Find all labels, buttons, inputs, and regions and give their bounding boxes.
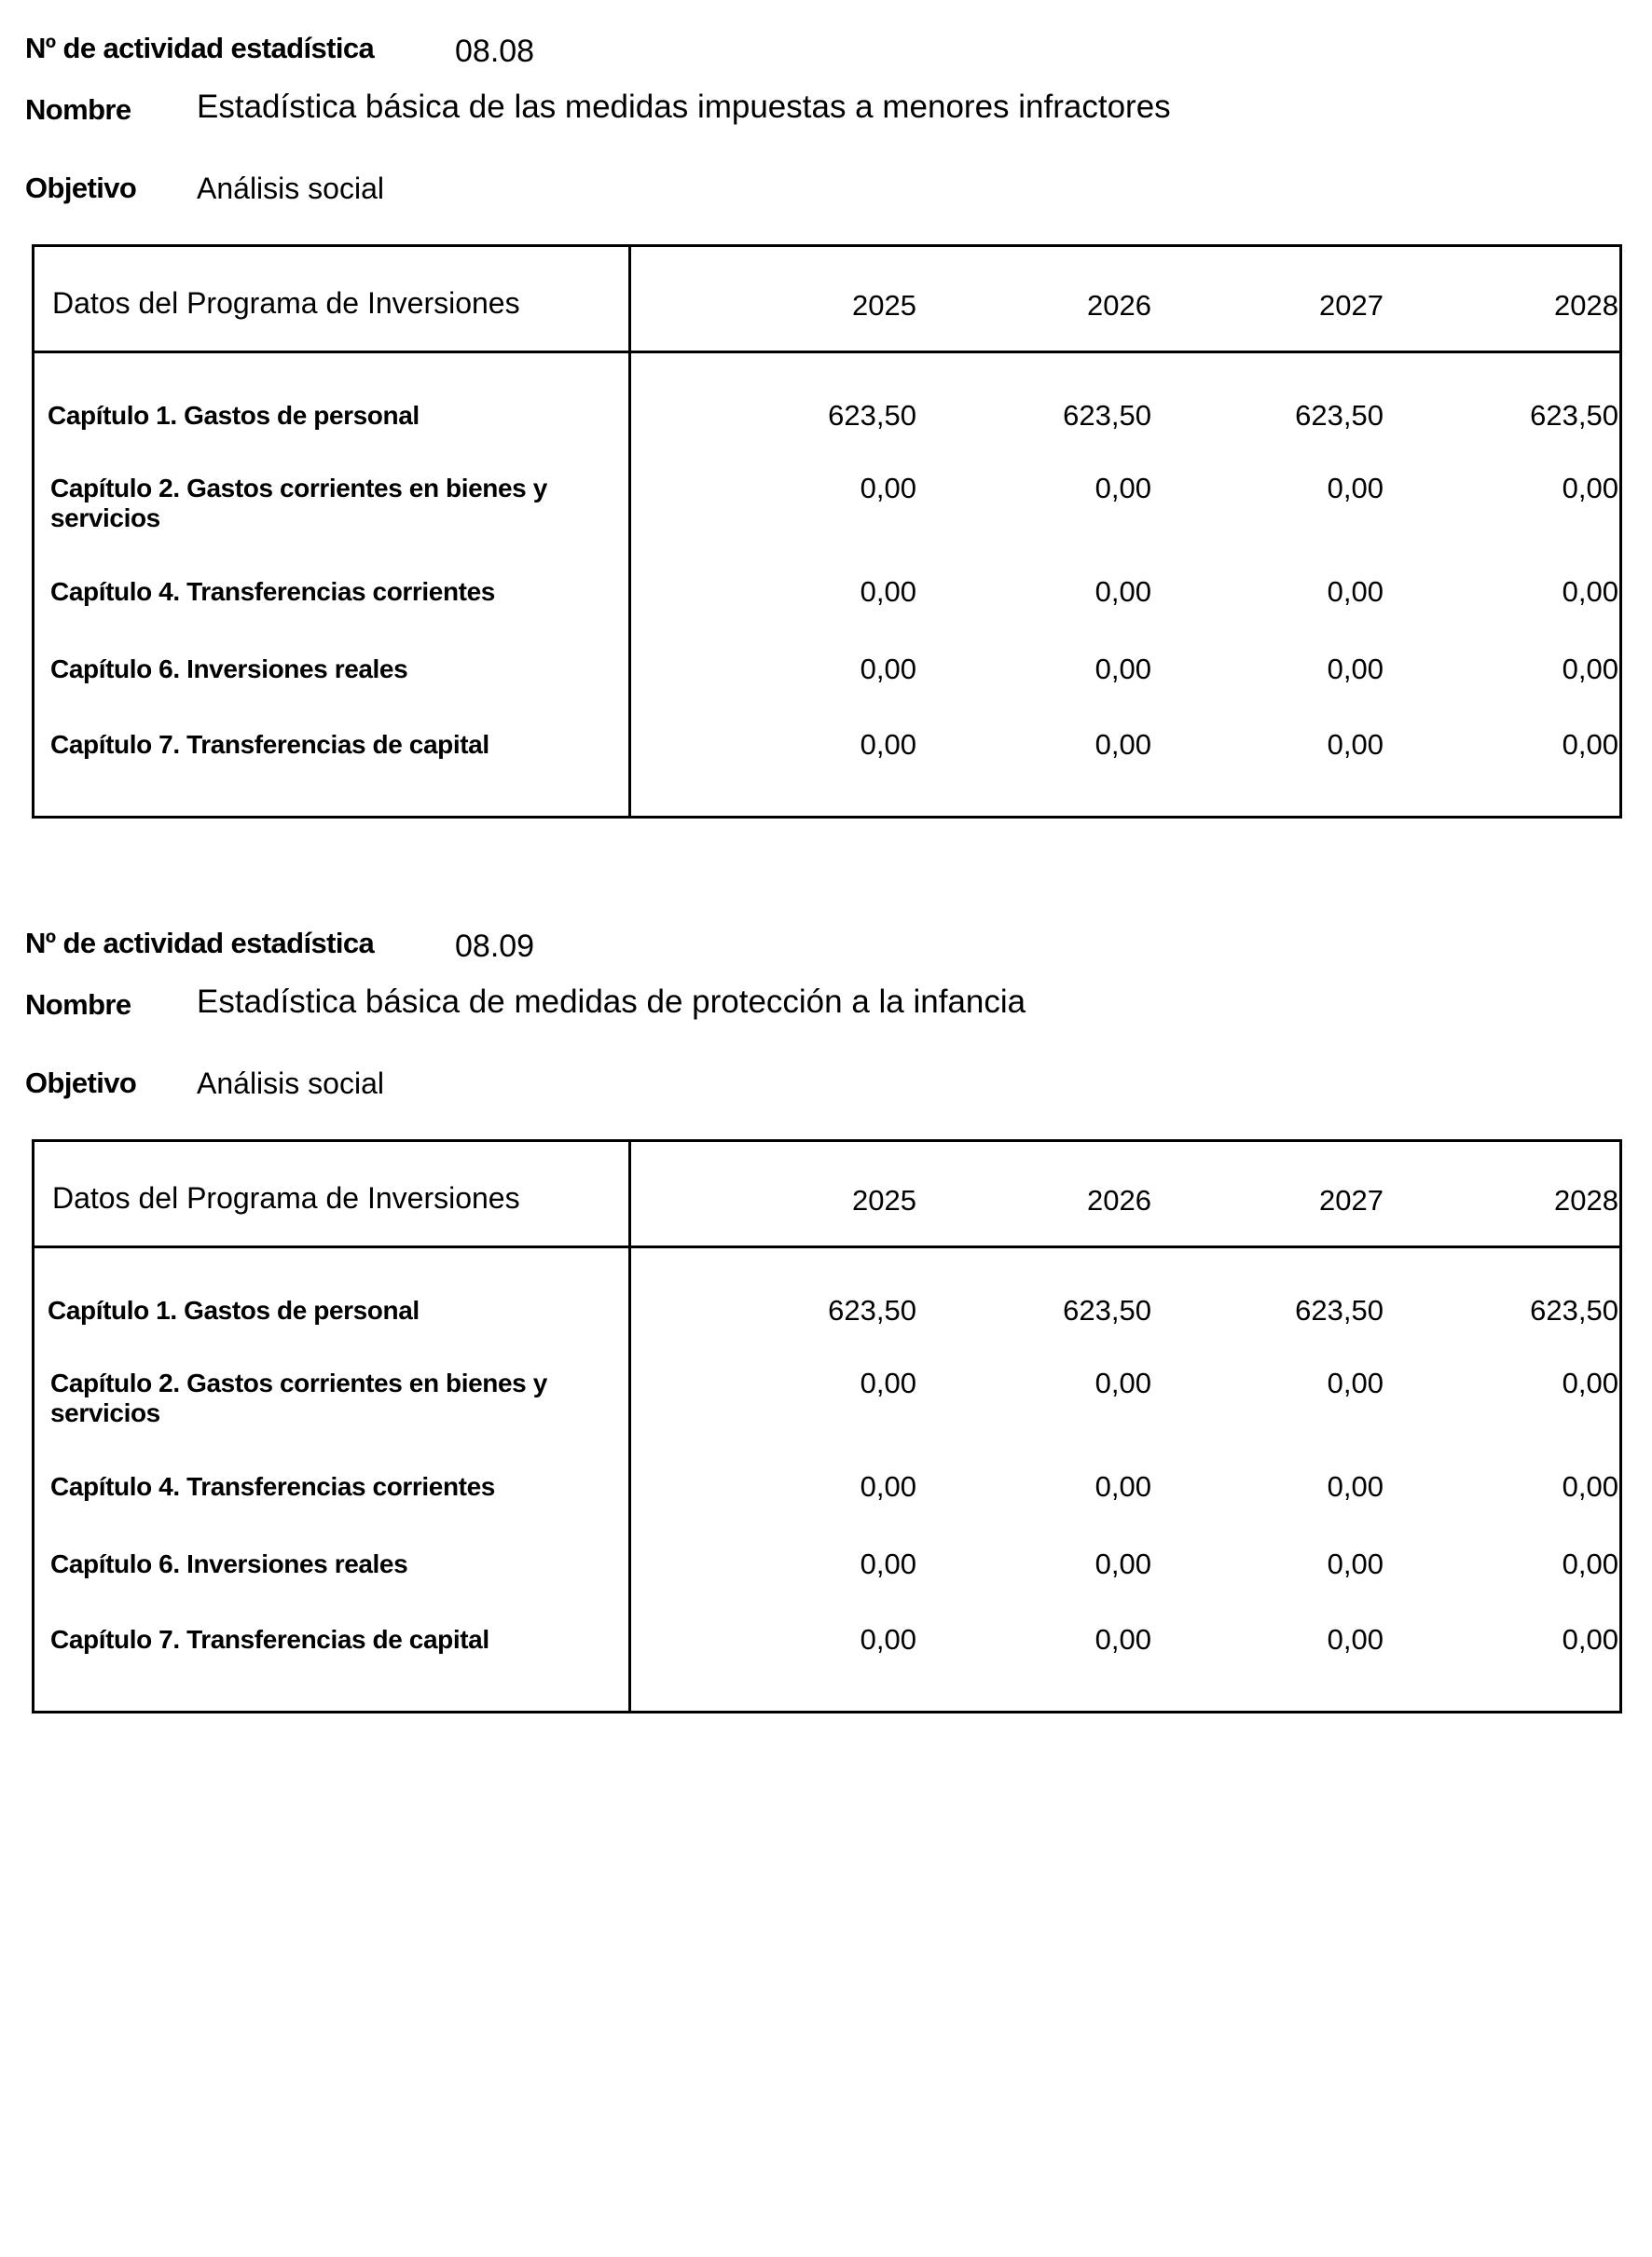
- row-label: Capítulo 2. Gastos corrientes en bienes y servicios: [50, 1369, 547, 1427]
- row-value: 0,00: [1094, 1470, 1151, 1503]
- row-value: 0,00: [1094, 1367, 1151, 1399]
- row-value: 0,00: [1562, 1367, 1618, 1399]
- row-value: 623,50: [828, 399, 916, 432]
- row-value: 0,00: [860, 728, 916, 761]
- row-value: 0,00: [860, 1367, 916, 1399]
- row-value: 0,00: [860, 472, 916, 504]
- row-value: 0,00: [860, 653, 916, 685]
- row-label: Capítulo 6. Inversiones reales: [50, 654, 408, 683]
- year-header: 2025: [852, 289, 916, 322]
- row-value: 0,00: [860, 1470, 916, 1503]
- investment-table: [32, 1139, 1622, 1713]
- row-label: Capítulo 4. Transferencias corrientes: [50, 577, 495, 606]
- name-value: Estadística básica de las medidas impuestas a menores infractores: [197, 89, 1171, 125]
- row-value: 0,00: [1327, 1470, 1384, 1503]
- row-value: 0,00: [1562, 653, 1618, 685]
- objective-value: Análisis social: [197, 1067, 384, 1100]
- year-header: 2027: [1319, 289, 1384, 322]
- row-value: 0,00: [1562, 575, 1618, 608]
- row-value: 0,00: [860, 575, 916, 608]
- row-value: 0,00: [1327, 653, 1384, 685]
- table-divider-vertical: [628, 1142, 631, 1711]
- row-value: 0,00: [860, 1623, 916, 1656]
- year-header: 2028: [1554, 1184, 1618, 1217]
- row-value: 0,00: [1327, 472, 1384, 504]
- row-label: Capítulo 1. Gastos de personal: [48, 1296, 420, 1325]
- row-label: Capítulo 6. Inversiones reales: [50, 1549, 408, 1578]
- table-divider-horizontal: [34, 351, 1619, 353]
- row-value: 0,00: [1094, 728, 1151, 761]
- investment-table: [32, 244, 1622, 819]
- name-value: Estadística básica de medidas de protección a la infancia: [197, 984, 1026, 1020]
- activity-number-value: 08.08: [455, 34, 535, 69]
- row-value: 0,00: [1327, 728, 1384, 761]
- row-value: 0,00: [1562, 472, 1618, 504]
- year-header: 2027: [1319, 1184, 1384, 1217]
- row-value: 0,00: [860, 1548, 916, 1580]
- row-value: 0,00: [1094, 575, 1151, 608]
- row-value: 623,50: [1530, 399, 1618, 432]
- row-value: 623,50: [1295, 1294, 1384, 1327]
- table-divider-horizontal: [34, 1245, 1619, 1248]
- year-header: 2026: [1087, 289, 1151, 322]
- row-value: 623,50: [1295, 399, 1384, 432]
- year-header: 2025: [852, 1184, 916, 1217]
- row-value: 0,00: [1562, 1548, 1618, 1580]
- name-label: Nombre: [25, 988, 131, 1021]
- row-label: Capítulo 7. Transferencias de capital: [50, 730, 489, 759]
- activity-number-label: Nº de actividad estadística: [25, 927, 375, 959]
- name-label: Nombre: [25, 93, 131, 126]
- row-value: 623,50: [1063, 1294, 1151, 1327]
- row-value: 623,50: [828, 1294, 916, 1327]
- row-value: 0,00: [1562, 1623, 1618, 1656]
- row-value: 0,00: [1562, 728, 1618, 761]
- objective-label: Objetivo: [25, 172, 137, 204]
- row-value: 0,00: [1094, 1548, 1151, 1580]
- activity-number-label: Nº de actividad estadística: [25, 32, 375, 64]
- row-value: 0,00: [1562, 1470, 1618, 1503]
- row-value: 0,00: [1327, 1623, 1384, 1656]
- row-value: 0,00: [1094, 653, 1151, 685]
- row-value: 623,50: [1063, 399, 1151, 432]
- row-label: Capítulo 2. Gastos corrientes en bienes y servicios: [50, 474, 547, 532]
- row-value: 0,00: [1094, 472, 1151, 504]
- row-value: 0,00: [1327, 1367, 1384, 1399]
- activity-number-value: 08.09: [455, 929, 535, 964]
- activity-block-1: [0, 0, 1652, 858]
- objective-value: Análisis social: [197, 172, 384, 205]
- row-label: Capítulo 1. Gastos de personal: [48, 401, 420, 430]
- table-divider-vertical: [628, 247, 631, 816]
- row-value: 0,00: [1094, 1623, 1151, 1656]
- year-header: 2028: [1554, 289, 1618, 322]
- table-header-label: Datos del Programa de Inversiones: [52, 286, 520, 320]
- row-label: Capítulo 7. Transferencias de capital: [50, 1625, 489, 1654]
- table-header-label: Datos del Programa de Inversiones: [52, 1181, 520, 1215]
- row-label: Capítulo 4. Transferencias corrientes: [50, 1472, 495, 1501]
- objective-label: Objetivo: [25, 1067, 137, 1099]
- row-value: 0,00: [1327, 1548, 1384, 1580]
- row-value: 623,50: [1530, 1294, 1618, 1327]
- year-header: 2026: [1087, 1184, 1151, 1217]
- activity-block-2: [0, 895, 1652, 1753]
- row-value: 0,00: [1327, 575, 1384, 608]
